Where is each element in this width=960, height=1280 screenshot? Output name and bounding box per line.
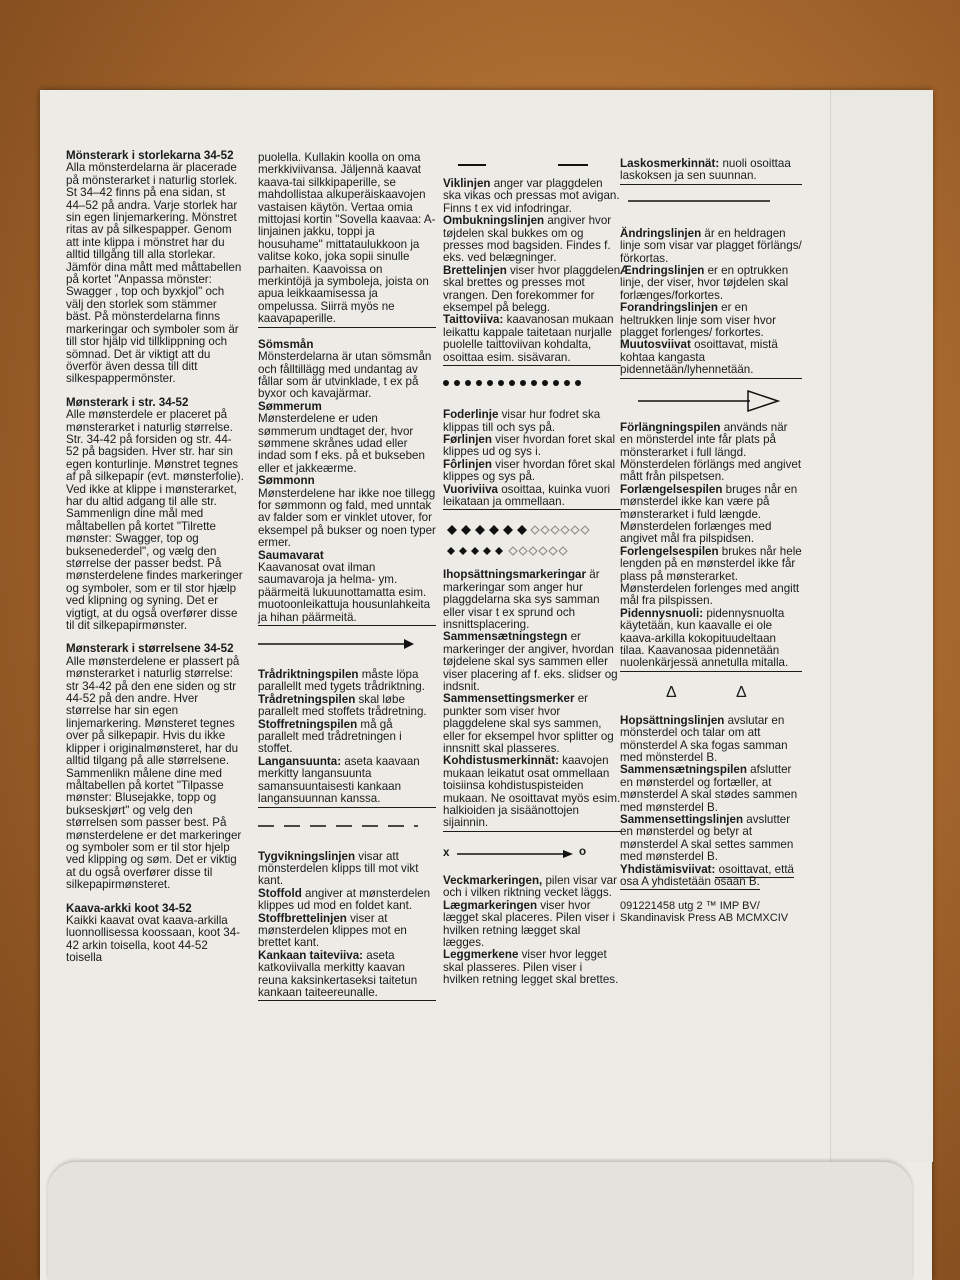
- term: Pidennysnuoli:: [620, 606, 704, 620]
- definition: brukes når hele lengden på en mønsterdel ikke får plass på mønsterarket. Mønsterdelen forlenges med angitt mål fra pilspissen.: [620, 544, 802, 608]
- term: Viklinjen: [443, 177, 491, 190]
- term: Stoffretningspilen: [258, 717, 358, 731]
- term: Førlinjen: [443, 432, 492, 446]
- definition: avslutter en mønsterdel og betyr at mønsterdel A skal settes sammen med mønsterdel B.: [620, 813, 794, 864]
- term: Trådriktningspilen: [258, 668, 359, 682]
- term: Brettelinjen: [443, 263, 507, 277]
- term: Kankaan taiteviiva:: [258, 948, 364, 962]
- definition: afslutter en mønsterdel og fortæller, at mønsterdel A skal stødes sammen med mønsterdel B.: [620, 763, 798, 814]
- pleat-symbol: [443, 843, 621, 865]
- definition: osoittaa, kuinka vuori leikataan ja ommellaan.: [443, 482, 611, 508]
- section-title: Mønsterark i str. 34-52: [66, 395, 189, 409]
- pleat-o-label: o: [579, 844, 587, 858]
- column-1: [66, 150, 244, 976]
- term: Sammensætningstegn: [443, 630, 568, 644]
- section-title: Mønsterark i størrelsene 34-52: [66, 642, 234, 656]
- foldline-section: [443, 178, 621, 366]
- section-title: Saumavarat: [258, 548, 324, 562]
- footer-line-2: Skandinavisk Press AB MCMXCIV: [620, 911, 789, 924]
- fi-intro-continued: puolella. Kullakin koolla on oma merkkiviivansa. Jäljennä kaavat kaava-tai silkkipaperille, se mahdollistaa alkuperäiskaavojen vastaisen käytön. Vertaa omia mittojasi kortin "Sovella kaavaa: A-linjainen jakku, toppi ja housuhame" mittataulukkoon ja valitse koko, joka sopii sinulle parhaiten. Kaavoissa on merkintöjä ja symboleja, joista on apua leikkaamisessa ja ompelussa. Siirrä myös ne kaavapaperille.: [258, 152, 436, 328]
- definition: viser hvordan fôret skal klippes og sys på.: [443, 457, 616, 484]
- section-sv-intro: [66, 150, 244, 386]
- fold-dashed-line-icon: [258, 819, 418, 833]
- section-da-intro: [66, 397, 244, 633]
- column-4: [620, 158, 802, 924]
- definition: viser hvordan foret skal klippes ud og sys i.: [443, 432, 616, 459]
- term: Ombukningslinjen: [443, 214, 545, 228]
- term: Stoffold: [258, 886, 302, 900]
- column-3: [443, 178, 621, 998]
- publisher-footer: [620, 900, 802, 924]
- definition: är en heldragen linje som visar var plagget förlängs/ förkortas.: [620, 226, 802, 265]
- seam-allowance-section: [258, 339, 436, 626]
- term: Stoffbrettelinjen: [258, 911, 347, 925]
- section-fi-intro: [66, 903, 244, 965]
- term: Sammensætningspilen: [620, 763, 747, 777]
- definition: må gå parallelt med trådretningen i stoffet.: [258, 717, 402, 756]
- term: Forandringslinjen: [620, 301, 718, 315]
- definition: angiver hvor tøjdelen skal bukkes om og presses mod bagsiden. Findes f. eks. ved belægninger.: [443, 214, 612, 265]
- term: Ændringslinjen: [620, 264, 705, 278]
- term: Taittoviiva:: [443, 313, 504, 327]
- join-triangle-symbol: [620, 683, 802, 705]
- triangle-b-icon: Δ: [736, 683, 747, 701]
- definition: viser hvor legget skal plasseres. Pilen viser i hvilken retning legget skal brettes.: [443, 948, 619, 987]
- term: Foderlinje: [443, 408, 499, 422]
- fold-section: [258, 851, 436, 1002]
- definition: kaavojen mukaan leikatut osat ommellaan toisiinsa kohdistuspisteiden mukaan. Ne osoittavat myös esim. halkioiden ja sisäänottojen sijainnin.: [443, 754, 621, 830]
- term: Veckmarkeringen,: [443, 873, 543, 887]
- envelope-flap: [48, 1162, 912, 1280]
- term: Ändringslinjen: [620, 226, 702, 240]
- definition: er markeringer der angiver, hvordan tøjdelene skal sys sammen eller viser placering af f. eks. slidser og indsnit.: [443, 630, 618, 693]
- section-text: Mønsterdelene er uden sømmerum undtaget der, hvor sømmene skrånes udad eller indad som f eks. på et bukseben eller et jakkeærme.: [258, 412, 425, 475]
- definition: osoittavat, että osa A yhdistetään osaan B.: [620, 862, 795, 889]
- lining-section: [443, 409, 621, 510]
- fold-line-symbol: [258, 819, 436, 841]
- definition: måste löpa parallellt med tygets trådriktning.: [258, 668, 425, 694]
- term: Yhdistämisviivat:: [620, 862, 716, 876]
- lining-dots-symbol: [443, 377, 621, 399]
- sheet-side-tab: [830, 90, 933, 1162]
- section-title: Sømmonn: [258, 474, 315, 488]
- section-title: Sømmerum: [258, 399, 322, 413]
- definition: visar hur fodret ska klippas till och sys på.: [443, 408, 601, 434]
- section-text: Alla mönsterdelarna är placerade på mönsterarket i naturlig storlek. St 34–42 finns på ena sidan, st 44–52 på andra. Varje storlek har sin egen linjemarkering. Mönstret ritas av på silkespapper. Genom att inte klippa i mönstret har du alltid tillgång till alla storlekar. Jämför dina mått med måttabellen på kortet "Anpassa mönster: Swagger , top och byxkjol" och välj den storlek som stämmer bäst. På mönsterdelarna finns markeringar och symboler som är till stor hjälp vid tillklippning och sömnad. Det är viktigt att du överför även dessa till ditt silkespappermönster.: [66, 161, 242, 386]
- pleat-arrow-icon: [457, 847, 577, 861]
- definition: nuoli osoittaa laskoksen ja sen suunnan.: [620, 157, 791, 183]
- diamond-markers-icon: [443, 521, 603, 559]
- term: Leggmerkene: [443, 948, 519, 962]
- definition: skal løbe parallelt med stoffets trådretning.: [258, 692, 427, 719]
- footer-line-1: 091221458 utg 2 ™ IMP BV/: [620, 899, 760, 912]
- section-text: Alle mønsterdele er placeret på mønsterarket i naturlig størrelse. Str. 34-42 på forsiden og str. 44-52 på bagsiden. Hver str. har sin egen konturlinje. Mønstret tegnes af på silkepapir (evt. mønsterfolie). Ved ikke at klippe i mønsterarket, har du altid adgang til alle str. Sammenlign dine mål med måltabellen på kortet "Tilrette mønster: Swagger, top og buksenederdel", og vælg den størrelse der passer bedst. På mønsterdelene findes markeringer og symboler, som er til stor hjælp ved klipning og syning. Det er vigtigt, at du også overfører disse til dit silkepapirmønster.: [66, 408, 244, 633]
- extension-arrow-symbol: [620, 390, 802, 412]
- adjustment-line-icon: [620, 196, 770, 206]
- definition: bruges når en mønsterdel ikke kan være på mønsterarket i fuld længde. Mønsterdelen forlænges med angivet mål fra pilspidsen.: [620, 482, 798, 546]
- term: Trådretningspilen: [258, 692, 356, 706]
- grainline-arrow-icon: [258, 637, 414, 651]
- pleat-section: [443, 875, 621, 987]
- adjustment-line-symbol: [620, 196, 802, 218]
- definition: aseta katkoviivalla merkitty kaavan reuna kaksinkertaseksi taitetun kankaan taiteereunalle.: [258, 948, 418, 999]
- definition: kaavanosan mukaan leikattu kappale taitetaan nurjalle puolelle taittoviivan kohdalta, osoittaa esim. sisävaran.: [443, 313, 614, 364]
- term: Förlängningspilen: [620, 420, 721, 434]
- notch-markers-symbol: [443, 521, 621, 559]
- section-text: Mönsterdelarna är utan sömsmån och fålltillägg med undantag av fållar som är utvinklade, t ex på byxor och kavajärmar.: [258, 350, 432, 401]
- term: Forlængelsespilen: [620, 482, 723, 496]
- definition: avslutar en mönsterdel och talar om att mönsterdel A ska fogas samman med mönsterdel B.: [620, 713, 788, 765]
- section-title: Mönsterark i storlekarna 34-52: [66, 149, 234, 162]
- section-text: Mønsterdelene har ikke noe tillegg for sømmonn og fald, med unntak av falder som er vinklet utover, for eksempel på bukser og noen typer ermer.: [258, 486, 436, 550]
- term: Langansuunta:: [258, 754, 342, 768]
- term: Vuoriviiva: [443, 482, 498, 496]
- term: Fôrlinjen: [443, 457, 492, 471]
- term: Ihopsättningsmarkeringar: [443, 568, 587, 582]
- definition: anger var plaggdelen ska vikas och pressas mot avigan. Finns t ex vid infodringar.: [443, 177, 620, 215]
- definition: pidennysnuolta käytetään, kun kaavalle ei ole kaava-arkilla kokopituudeltaan tilaa. Kaavanosaa pidennetään nuolenkärjessä annetulla mitalla.: [620, 606, 789, 670]
- section-title: Kaava-arkki koot 34-52: [66, 901, 192, 915]
- section-text: Alle mønsterdelene er plassert på mønsterarket i naturlig størrelse: str 34-42 på den ene siden og str 44-52 på den andre. Hver størrelse har sin egen linjemarkering. Mønsteret tegnes over på silkepapir. Hvis du ikke klipper i originalmønsteret, har du alltid tilgang på alle størrelsene. Sammenlikn målene dine med måltabellen på kortet "Tilpasse mønster: Blusejakke, topp og bukseskjørt" og velg den størrelsen som passer best. På mønsterdelene er det markeringer og symboler som er til stor hjelp ved klipping og søm. Det er viktig at du også overfører disse til silkepapirmønsteret.: [66, 654, 242, 892]
- grainline-section: [258, 669, 436, 807]
- adjustment-section: [620, 228, 802, 379]
- definition: angiver at mønsterdelen klippes ud mod en foldet kant.: [258, 886, 431, 913]
- term: Kohdistusmerkinnät:: [443, 754, 559, 768]
- section-no-intro: [66, 643, 244, 891]
- term: Forlengelsespilen: [620, 544, 719, 558]
- term: Lægmarkeringen: [443, 898, 538, 912]
- column-2: [258, 152, 436, 1012]
- section-text: Kaavanosat ovat ilman saumavaroja ja helma- ym. päärmeitä lukuunottamatta esim. muotoonleikattuja housunlahkeita ja hihan päärmeitä.: [258, 562, 436, 626]
- definition: aseta kaavaan merkitty langansuunta samansuuntaisesti kankaan langansuunnan kanssa.: [258, 754, 420, 806]
- definition: er punkter som viser hvor plaggdelene skal sys sammen, eller for eksempel hvor splitter og innsnitt skal plasseres.: [443, 692, 614, 756]
- extension-section: [620, 422, 802, 672]
- pleat-fi-section: [620, 158, 802, 185]
- definition: viser hvor plaggdelen skal brettes og presses mot vrangen. Den forekommer for eksempel på belegg.: [443, 263, 621, 315]
- term: Hopsättningslinjen: [620, 713, 725, 727]
- term: Tygvikningslinjen: [258, 849, 356, 863]
- term: Laskosmerkinnät:: [620, 157, 720, 170]
- definition: är markeringar som anger hur plaggdelarna ska sys samman eller visar t ex sprund och insnittsplacering.: [443, 568, 600, 631]
- join-section: [620, 715, 802, 889]
- term: Sammensettingsmerker: [443, 692, 575, 706]
- definition: pilen visar var och i vilken riktning vecket läggs.: [443, 873, 617, 900]
- section-text: Kaikki kaavat ovat kaava-arkilla luonnollisessa koossaan, koot 34-42 arkin toisella, koot 44-52 toisella: [66, 913, 241, 965]
- section-title: Sömsmån: [258, 337, 314, 351]
- triangle-a-icon: Δ: [666, 683, 677, 701]
- definition: er en optrukken linje, der viser, hvor tøjdelen skal forlænges/forkortes.: [620, 264, 789, 302]
- definition: er en heltrukken linje som viser hvor plagget forlenges/ forkortes.: [620, 301, 776, 340]
- term: Sammensettingslinjen: [620, 813, 744, 827]
- extension-arrow-icon: [620, 390, 790, 412]
- definition: används när en mönsterdel inte får plats på mönsterarket i full längd. Mönsterdelen förlängs med angivet mått från pilspetsen.: [620, 420, 802, 484]
- pleat-x-label: x: [443, 845, 450, 859]
- term: Muutosviivat: [620, 338, 691, 352]
- definition: viser at mønsterdelen klippes mot en brettet kant.: [258, 911, 407, 950]
- notch-section: [443, 569, 621, 832]
- definition: osoittavat, mistä kohtaa kangasta pidennetään/lyhennetään.: [620, 338, 778, 377]
- definition: viser hvor lægget skal placeres. Pilen viser i hvilken retning lægget skal lægges.: [443, 898, 616, 949]
- definition: visar att mönsterdelen klipps till mot vikt kant.: [258, 849, 419, 888]
- grainline-arrow-symbol: [258, 637, 436, 659]
- foldline-dash-icon: [458, 162, 608, 168]
